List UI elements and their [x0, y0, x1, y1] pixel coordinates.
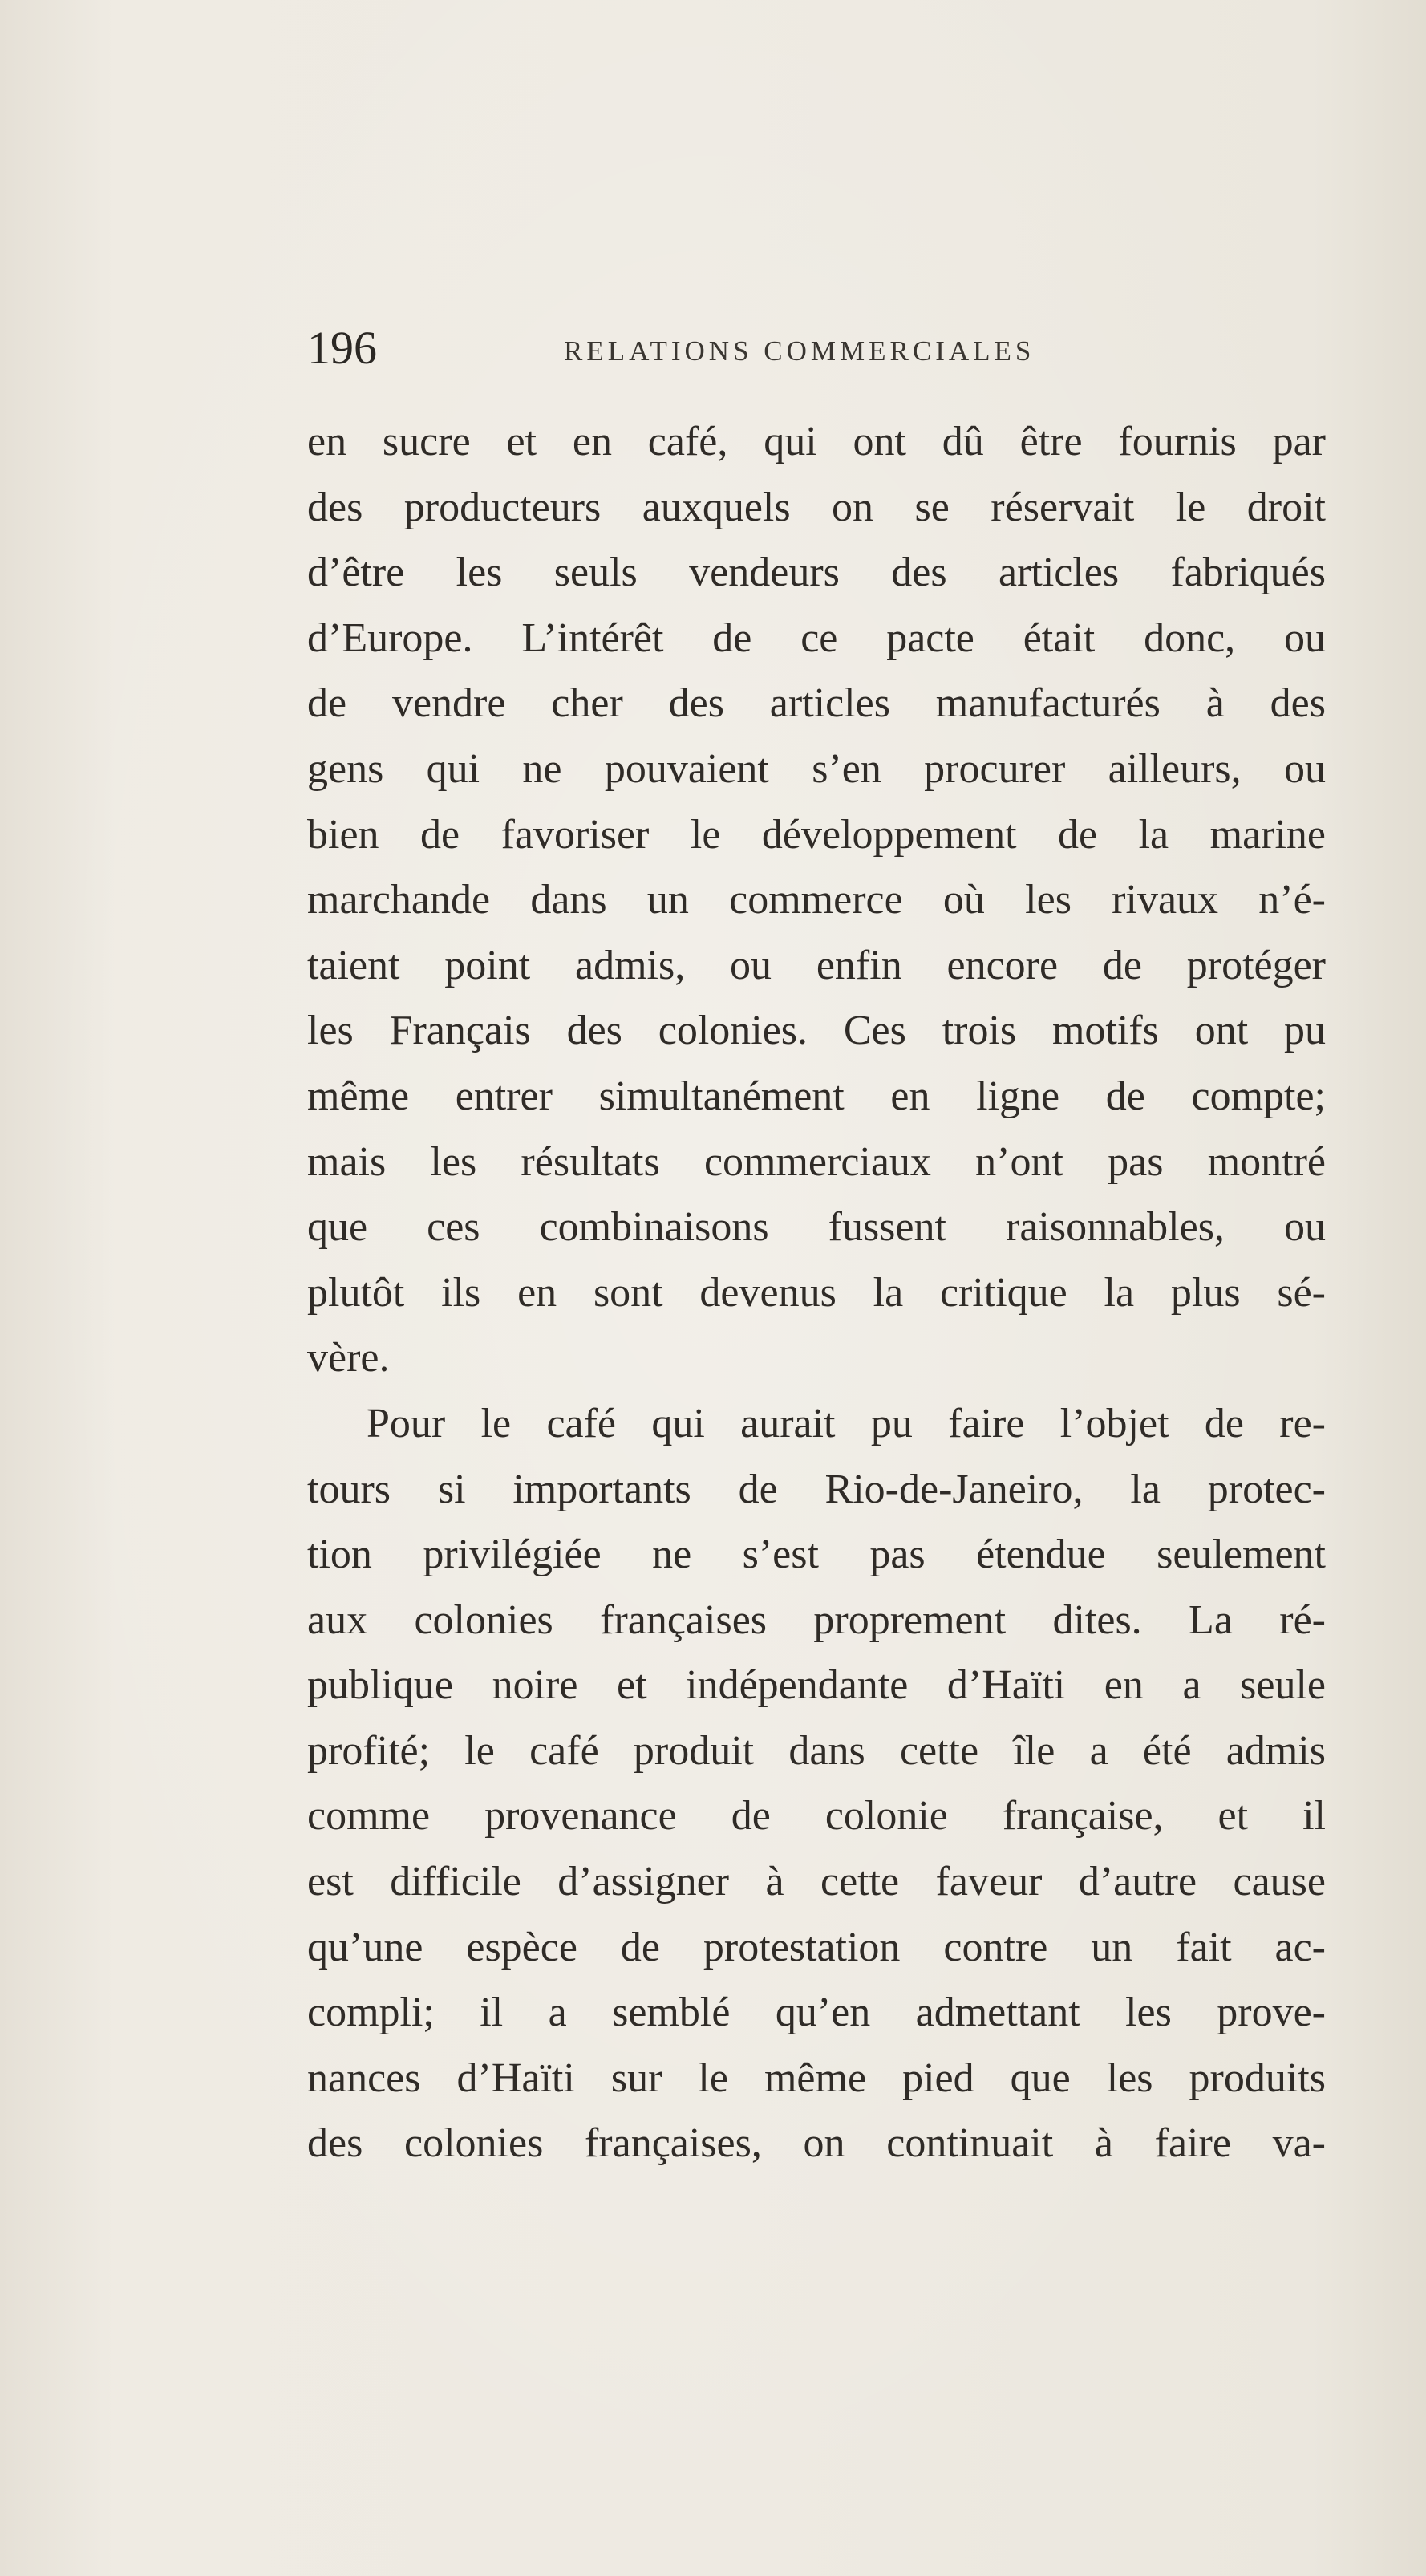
- text-line: tours si importants de Rio-de-Janeiro, la protec-: [307, 1466, 1326, 1512]
- text-line: des colonies françaises, on continuait à faire va-: [307, 2120, 1326, 2167]
- text-line: Pour le café qui aurait pu faire l’objet de re-: [367, 1400, 1326, 1446]
- text-line: comme provenance de colonie française, et il: [307, 1793, 1326, 1840]
- text-line: en sucre et en café, qui ont dû être fournis par: [307, 419, 1326, 464]
- text-line: vère.: [307, 1335, 390, 1381]
- text-line: d’être les seuls vendeurs des articles fabriqués: [307, 550, 1326, 596]
- text-line: nances d’Haïti sur le même pied que les produits: [307, 2055, 1326, 2101]
- page-number: 196: [307, 322, 377, 374]
- text-line: tion privilégiée ne s’est pas étendue seulement: [307, 1531, 1326, 1578]
- text-line: des producteurs auxquels on se réservait le droit: [307, 484, 1326, 530]
- running-head: [307, 311, 1326, 391]
- text-line: d’Europe. L’intérêt de ce pacte était donc, ou: [307, 615, 1326, 661]
- text-line: taient point admis, ou enfin encore de protéger: [307, 942, 1326, 988]
- text-line: qu’une espèce de protestation contre un fait ac-: [307, 1924, 1326, 1970]
- text-line: que ces combinaisons fussent raisonnables, ou: [307, 1204, 1326, 1251]
- text-line: de vendre cher des articles manufacturés à des: [307, 680, 1326, 727]
- text-line: publique noire et indépendante d’Haïti en a seule: [307, 1662, 1326, 1709]
- text-line: les Français des colonies. Ces trois motifs ont pu: [307, 1008, 1326, 1054]
- text-line: est difficile d’assigner à cette faveur d’autre cause: [307, 1859, 1326, 1905]
- text-line: gens qui ne pouvaient s’en procurer ailleurs, ou: [307, 745, 1326, 792]
- text-line: bien de favoriser le développement de la marine: [307, 811, 1326, 858]
- text-line: mais les résultats commerciaux n’ont pas montré: [307, 1138, 1326, 1185]
- text-line: compli; il a semblé qu’en admettant les prove-: [307, 1990, 1326, 2036]
- running-title: RELATIONS COMMERCIALES: [564, 335, 1035, 367]
- text-line: même entrer simultanément en ligne de compte;: [307, 1073, 1326, 1119]
- text-line: marchande dans un commerce où les rivaux n’é-: [307, 877, 1326, 923]
- body-text: [307, 409, 1326, 2176]
- text-line: aux colonies françaises proprement dites. La ré-: [307, 1596, 1326, 1643]
- text-line: profité; le café produit dans cette île a été admis: [307, 1727, 1326, 1774]
- text-line: plutôt ils en sont devenus la critique la plus sé-: [307, 1269, 1326, 1316]
